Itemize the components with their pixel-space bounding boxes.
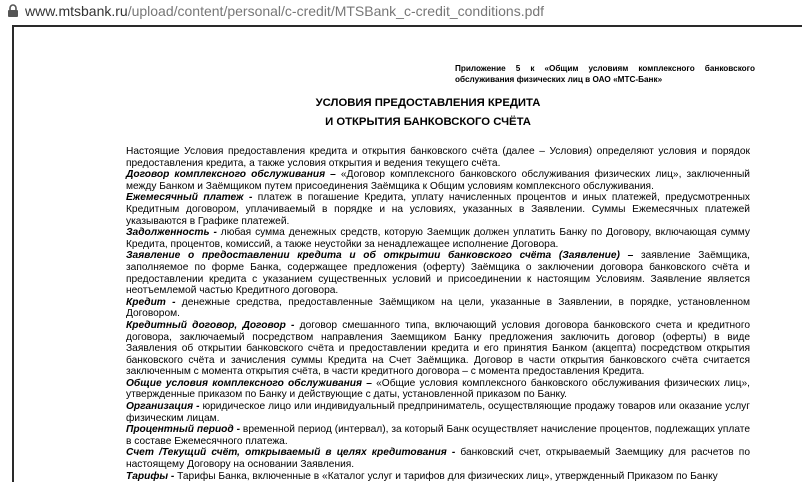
- document-body: [126, 146, 750, 482]
- page-left-edge: [12, 25, 14, 482]
- definition-term: Кредитный договор, Договор -: [126, 319, 295, 331]
- definition-text: заявление Заёмщика, заполняемое по форме Банка, содержащее предложения (оферту) Заёмщика о заключении договора банковского счёта и предоставлении кредита с указанием существенных условий и присоединении к настоящим Условиям. Заявление является неотъемлемой частью Кредитного договора.: [126, 250, 750, 297]
- url-domain: www.mtsbank.ru: [25, 3, 128, 19]
- definition-text: банковский счет, открываемый Заемщику для расчетов по настоящему Договору на основании Заявления.: [126, 447, 750, 471]
- paragraph-definition: [126, 447, 750, 470]
- definition-term: Договор комплексного обслуживания –: [126, 169, 336, 181]
- address-bar[interactable]: [0, 0, 802, 22]
- document-title-line1: УСЛОВИЯ ПРЕДОСТАВЛЕНИЯ КРЕДИТА: [315, 97, 541, 109]
- definition-text: договор смешанного типа, включающий условия договора банковского счета и кредитного договора, заключаемый посредством направления Заемщиком Банку предложения заключить договор (оферты) в виде Заявления об открытии банковского счёта и предоставлении кредита и его принятия Банком (акцепта) посредством открытия банковского счёта и зачисления суммы Кредита на Счет Заёмщика. Договор в части открытия банковского счёта считается заключенным с момента открытия счёта, в части кредитного договора – с момента предоставления Кредита.: [126, 319, 751, 378]
- definition-text: «Договор комплексного банковского обслуживания физических лиц», заключенный между Банком и Заёмщиком путем присоединения Заёмщика к Общим условиям комплексного обслуживания.: [126, 169, 750, 192]
- document-title-line2: И ОТКРЫТИЯ БАНКОВСКОГО СЧЁТА: [325, 116, 531, 128]
- definition-text: платеж в погашение Кредита, уплату начисленных процентов и иных платежей, предусмотренных Кредитным договором, уплачиваемый в порядке и на условиях, указанных в Заявлении. Суммы Ежемесячных платежей указываются в Графике платежей.: [126, 192, 750, 227]
- paragraph-definition: [126, 227, 750, 250]
- page-top-edge: [12, 25, 802, 27]
- definition-text: «Общие условия комплексного банковского обслуживания физических лиц», утвержденные приказом по Банку и действующие с даты, установленной приказом по Банку.: [126, 377, 750, 401]
- appendix-note: Приложение 5 к «Общим условиям комплексного банковского обслуживания физических лиц в ОАО «МТС-Банк»: [455, 64, 755, 84]
- lock-icon: [6, 4, 20, 18]
- url-text[interactable]: [25, 2, 544, 20]
- url-path: /upload/content/personal/c-credit/MTSBank_c-credit_conditions.pdf: [127, 3, 545, 19]
- definition-term: Задолженность -: [126, 227, 217, 239]
- definition-term: Тарифы -: [126, 470, 175, 482]
- paragraph-definition: [126, 320, 750, 378]
- definition-term: Общие условия комплексного обслуживания –: [126, 377, 372, 389]
- definition-term: Заявление о предоставлении кредита и об открытии банковского счёта (Заявление) –: [126, 250, 634, 262]
- paragraph-definition: [126, 250, 750, 296]
- paragraph-text: Настоящие Условия предоставления кредита и открытия банковского счёта (далее – Условия) определяют условия и порядок предоставления кредита, а также условия открытия и ведения текущего счёта.: [126, 146, 750, 169]
- definition-text: Тарифы Банка, включенные в «Каталог услуг и тарифов для физических лиц», утвержденный Приказом по Банку: [174, 470, 718, 482]
- definition-text: юридическое лицо или индивидуальный предприниматель, осуществляющие продажу товаров или оказание услуг физическим лицам.: [126, 401, 750, 424]
- paragraph-definition: [126, 471, 750, 482]
- definition-text: любая сумма денежных средств, которую Заемщик должен уплатить Банку по Договору, включающая сумму Кредита, процентов, комиссий, а также неустойки за ненадлежащее исполнение Договора.: [126, 227, 750, 250]
- paragraph-definition: [126, 192, 750, 227]
- paragraph-definition: [126, 424, 750, 447]
- paragraph-definition: [126, 401, 750, 424]
- paragraph-intro: [126, 146, 750, 169]
- definition-term: Ежемесячный платеж -: [126, 192, 253, 204]
- definition-term: Кредит -: [126, 296, 176, 308]
- paragraph-definition: [126, 169, 750, 192]
- pdf-viewer: [0, 22, 802, 482]
- paragraph-definition: [126, 378, 750, 401]
- definition-term: Счет /Текущий счёт, открываемый в целях кредитования -: [126, 447, 456, 459]
- definition-term: Процентный период -: [126, 424, 241, 436]
- definition-text: денежные средства, предоставленные Заёмщиком на цели, указанные в Заявлении, в порядке, установленном Договором.: [126, 296, 750, 320]
- paragraph-definition: [126, 297, 750, 320]
- definition-term: Организация -: [126, 401, 200, 413]
- definition-text: временной период (интервал), за который Банк осуществляет начисление процентов, подлежащих уплате в составе Ежемесячного платежа.: [126, 424, 751, 447]
